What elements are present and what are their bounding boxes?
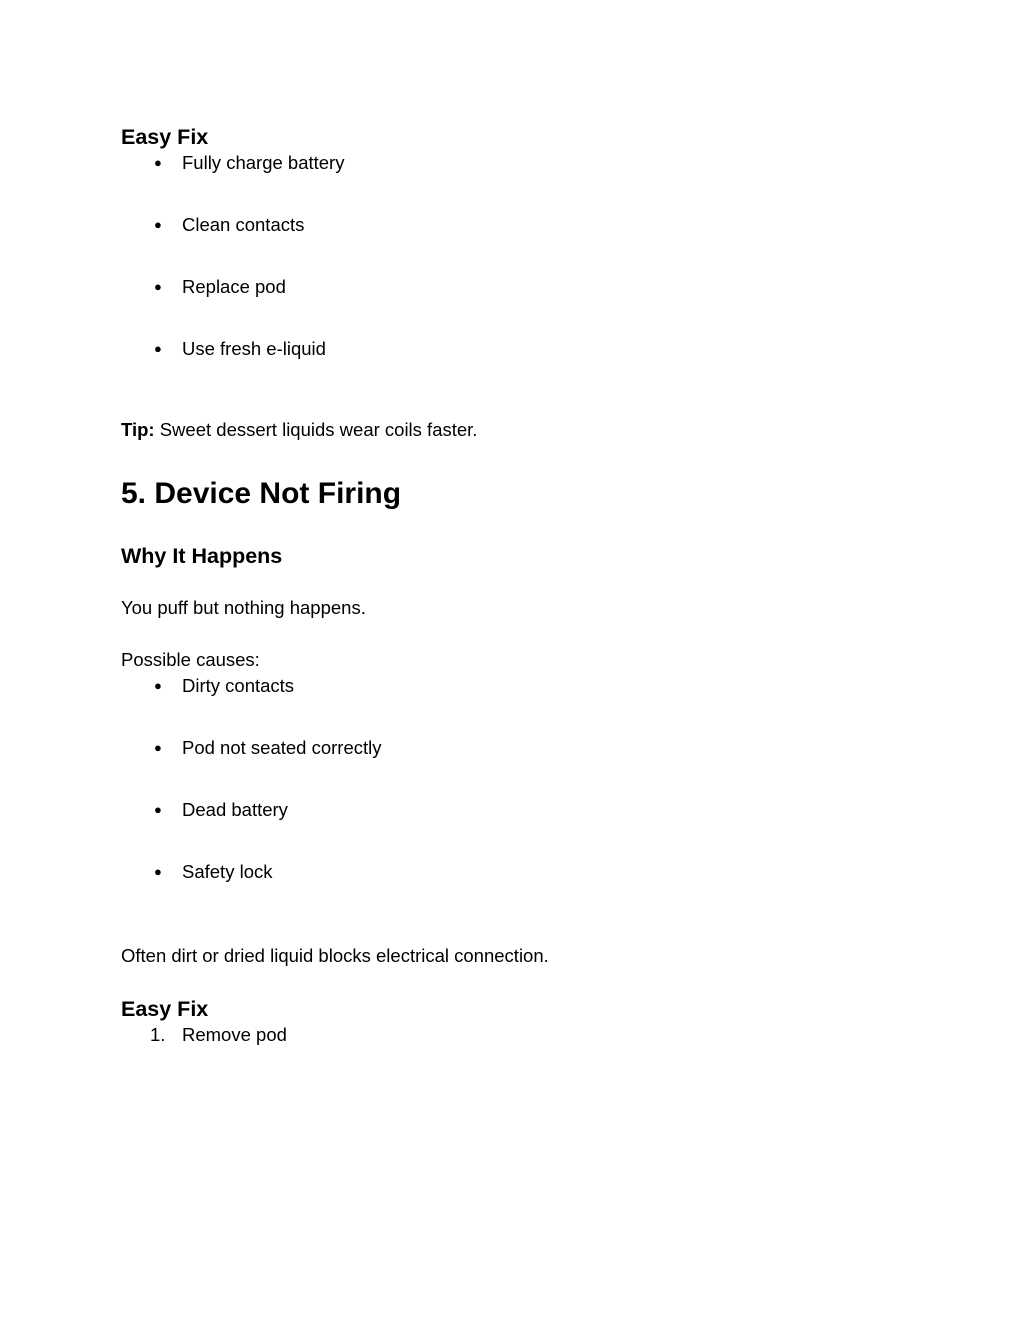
document-content xyxy=(0,124,1024,1048)
bullet-icon: ● xyxy=(154,864,162,879)
causes-list xyxy=(121,673,924,885)
bullet-icon: ● xyxy=(154,217,162,232)
easy-fix-heading-1: Easy Fix xyxy=(121,125,209,149)
easy-fix-steps-list xyxy=(121,1022,924,1048)
bullet-item xyxy=(121,735,924,761)
bullet-icon: ● xyxy=(154,740,162,755)
bullet-icon: ● xyxy=(154,341,162,356)
tip-text: Sweet dessert liquids wear coils faster. xyxy=(154,419,478,440)
why-paragraph-2: Possible causes: xyxy=(121,649,260,670)
bullet-item-text: Dead battery xyxy=(182,799,288,820)
section-5-heading: 5. Device Not Firing xyxy=(121,477,402,510)
bullet-icon: ● xyxy=(154,802,162,817)
bullet-icon: ● xyxy=(154,678,162,693)
bullet-item-text: Fully charge battery xyxy=(182,152,345,173)
bullet-item xyxy=(121,274,924,300)
why-paragraph-3: Often dirt or dried liquid blocks electrical connection. xyxy=(121,945,549,966)
numbered-item xyxy=(121,1022,924,1048)
bullet-item-text: Use fresh e-liquid xyxy=(182,338,326,359)
bullet-item xyxy=(121,859,924,885)
tip-paragraph xyxy=(121,417,924,443)
bullet-item xyxy=(121,797,924,823)
bullet-icon: ● xyxy=(154,279,162,294)
bullet-item xyxy=(121,150,924,176)
bullet-item-text: Replace pod xyxy=(182,276,286,297)
why-it-happens-heading: Why It Happens xyxy=(121,544,283,568)
tip-label: Tip: xyxy=(121,419,155,440)
why-paragraph-1: You puff but nothing happens. xyxy=(121,597,366,618)
bullet-item xyxy=(121,673,924,699)
bullet-item xyxy=(121,336,924,362)
easy-fix-heading-2: Easy Fix xyxy=(121,997,209,1021)
bullet-item-text: Dirty contacts xyxy=(182,675,295,696)
bullet-item-text: Pod not seated correctly xyxy=(182,737,382,758)
bullet-item-text: Clean contacts xyxy=(182,214,305,235)
numbered-item-text: Remove pod xyxy=(182,1024,287,1045)
easy-fix-list-1 xyxy=(121,150,924,362)
bullet-item-text: Safety lock xyxy=(182,861,273,882)
bullet-icon: ● xyxy=(154,155,162,170)
bullet-item xyxy=(121,212,924,238)
list-number: 1. xyxy=(150,1024,166,1045)
